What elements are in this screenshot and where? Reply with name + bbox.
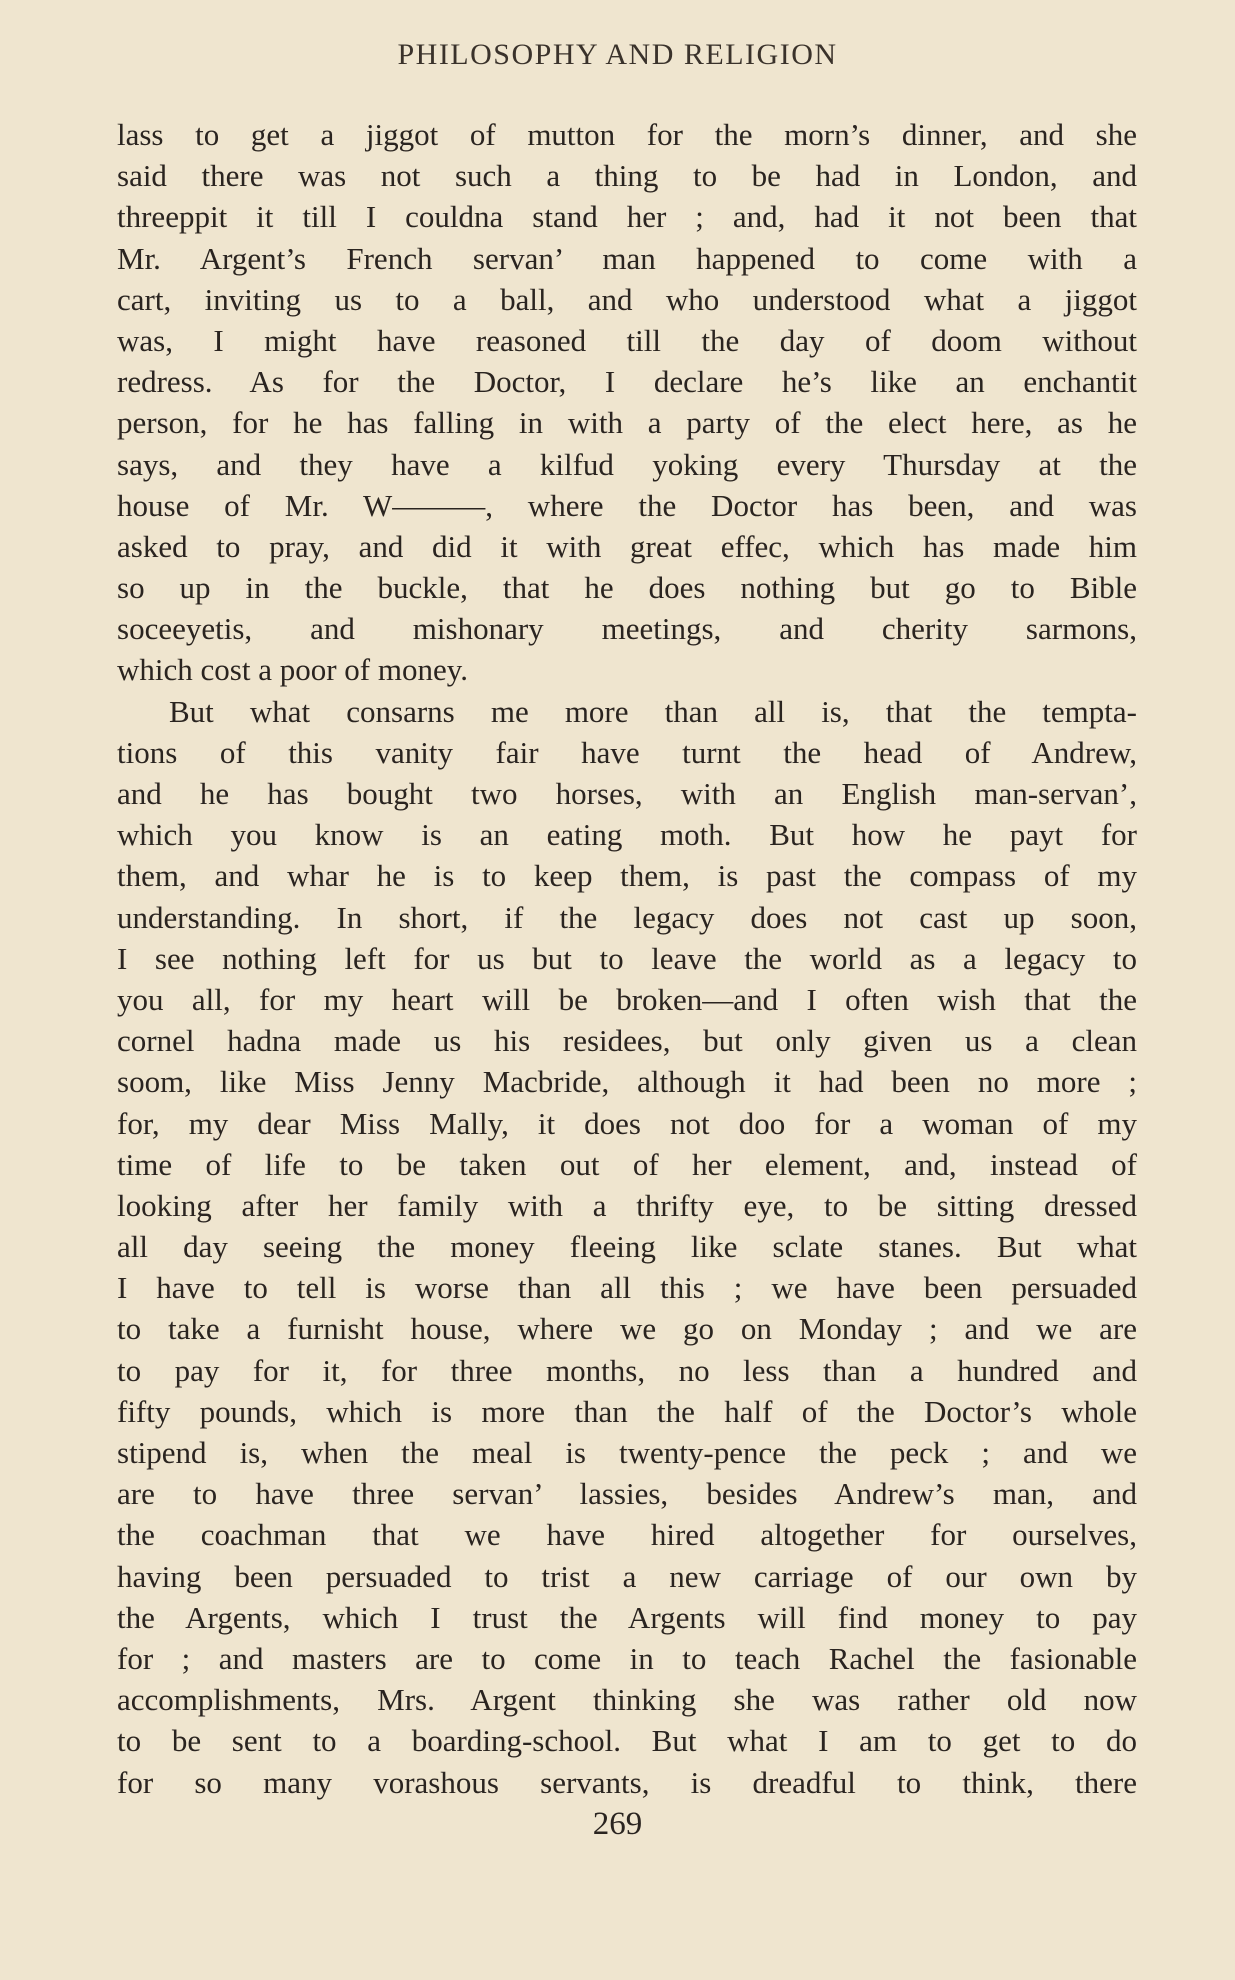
text-line: time of life to be taken out of her element, and, instead of [117, 1146, 1137, 1182]
text-line: to be sent to a boarding-school. But what I am to get to do [117, 1723, 1137, 1759]
text-line: tions of this vanity fair have turnt the head of Andrew, [117, 734, 1137, 770]
text-line: all day seeing the money fleeing like sclate stanes. But what [117, 1229, 1137, 1265]
text-line: the coachman that we have hired altogether for ourselves, [117, 1517, 1137, 1553]
running-head: PHILOSOPHY AND RELIGION [397, 38, 838, 71]
text-line: threeppit it till I couldna stand her ; and, had it not been that [117, 199, 1137, 235]
text-line: to take a furnisht house, where we go on Monday ; and we are [117, 1311, 1137, 1347]
text-line: the Argents, which I trust the Argents will find money to pay [117, 1599, 1137, 1635]
text-line: for so many vorashous servants, is dreadful to think, there [117, 1764, 1137, 1800]
text-line: and he has bought two horses, with an English man-servan’, [117, 776, 1137, 811]
text-line: looking after her family with a thrifty eye, to be sitting dressed [117, 1187, 1137, 1223]
text-line: person, for he has falling in with a party of the elect here, as he [117, 405, 1137, 441]
text-line: house of Mr. W———, where the Doctor has been, and was [117, 487, 1137, 523]
text-line: so up in the buckle, that he does nothing but go to Bible [117, 570, 1137, 606]
text-line: for, my dear Miss Mally, it does not doo for a woman of my [117, 1105, 1137, 1141]
text-line: I have to tell is worse than all this ; we have been persuaded [117, 1270, 1137, 1306]
text-line: understanding. In short, if the legacy does not cast up soon, [117, 899, 1137, 935]
text-line: said there was not such a thing to be had in London, and [117, 158, 1137, 194]
text-line: I see nothing left for us but to leave the world as a legacy to [117, 940, 1137, 976]
paragraph-first-line: But what consarns me more than all is, that the tempta- [169, 693, 1137, 729]
text-line: are to have three servan’ lassies, besides Andrew’s man, and [117, 1476, 1137, 1512]
page-number: 269 [592, 1806, 643, 1842]
text-line: asked to pray, and did it with great effec, which has made him [117, 528, 1137, 564]
text-line: says, and they have a kilfud yoking every Thursday at the [117, 446, 1137, 482]
text-line: cornel hadna made us his residees, but only given us a clean [117, 1023, 1137, 1059]
text-line: for ; and masters are to come in to teach Rachel the fasionable [117, 1640, 1137, 1676]
text-line: fifty pounds, which is more than the half of the Doctor’s whole [117, 1393, 1137, 1429]
body-text [117, 114, 1137, 1803]
text-line: lass to get a jiggot of mutton for the morn’s dinner, and she [117, 117, 1137, 152]
paragraph-end-line: which cost a poor of money. [117, 652, 468, 688]
text-line: Mr. Argent’s French servan’ man happened to come with a [117, 240, 1137, 276]
text-line: soceeyetis, and mishonary meetings, and cherity sarmons, [117, 611, 1137, 647]
text-line: to pay for it, for three months, no less than a hundred and [117, 1352, 1137, 1388]
text-line: cart, inviting us to a ball, and who understood what a jiggot [117, 281, 1137, 317]
text-line: having been persuaded to trist a new carriage of our own by [117, 1558, 1137, 1594]
text-line: you all, for my heart will be broken—and I often wish that the [117, 981, 1137, 1017]
text-line: soom, like Miss Jenny Macbride, although it had been no more ; [117, 1064, 1137, 1100]
text-line: accomplishments, Mrs. Argent thinking she was rather old now [117, 1682, 1137, 1718]
text-line: them, and whar he is to keep them, is past the compass of my [117, 858, 1137, 894]
text-line: stipend is, when the meal is twenty-pence the peck ; and we [117, 1435, 1137, 1470]
text-line: which you know is an eating moth. But how he payt for [117, 817, 1137, 853]
text-line: redress. As for the Doctor, I declare he’s like an enchantit [117, 364, 1137, 400]
text-line: was, I might have reasoned till the day of doom without [117, 322, 1137, 358]
